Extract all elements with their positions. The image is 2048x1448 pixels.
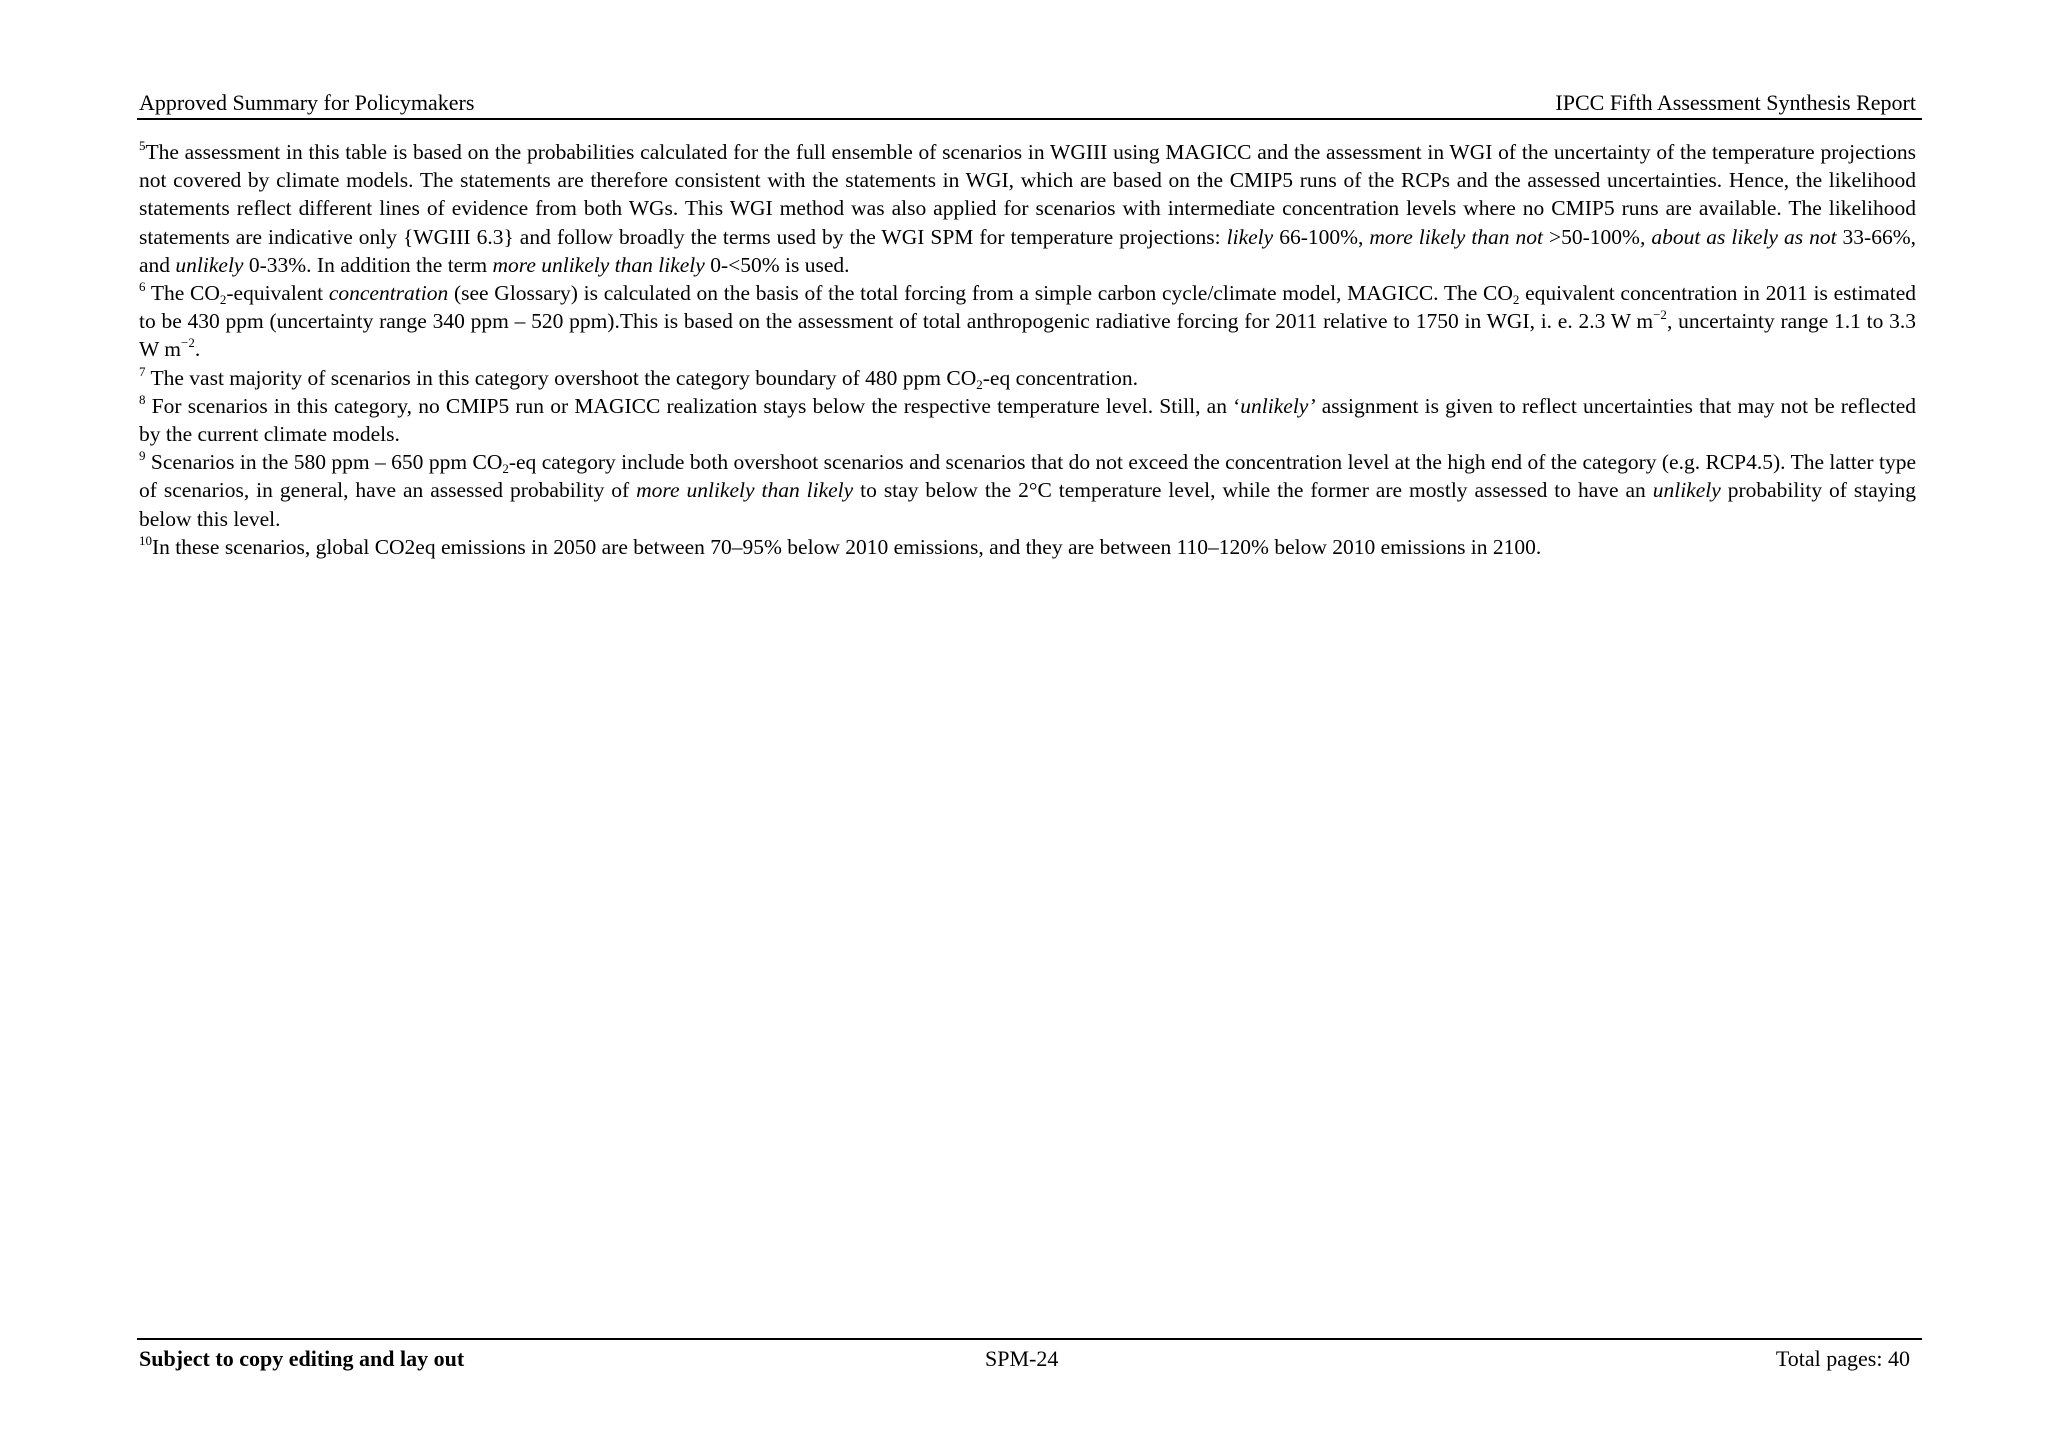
header-report-title: IPCC Fifth Assessment Synthesis Report: [1555, 90, 1916, 115]
superscript: −2: [181, 335, 195, 351]
header-document-title: Approved Summary for Policymakers: [139, 90, 475, 115]
footnote-text: The CO: [145, 281, 220, 306]
footnote-text: (see Glossary) is calculated on the basis of the total forcing from a simple carbon cycle/climate model, MAGICC. The CO: [448, 281, 1513, 306]
footnote-text: -equivalent: [226, 281, 329, 306]
footnote-text: , uncertainty range 1.1 to 3.3 W m: [139, 309, 1916, 362]
footer-total-pages: Total pages: 40: [1775, 1346, 1910, 1371]
footnote-emphasis: unlikely: [1652, 478, 1721, 503]
page-footer: [137, 1338, 1922, 1374]
footer-copy-editing-notice: Subject to copy editing and lay out: [139, 1346, 465, 1371]
footnote-emphasis: unlikely’: [1240, 393, 1316, 418]
footnote-text: -eq concentration.: [982, 365, 1138, 390]
footnote-text: 0-33%. In addition the term: [243, 252, 493, 277]
footnote-text: Scenarios in the 580 ppm – 650 ppm CO: [145, 450, 503, 475]
footnote-number: 8: [139, 391, 146, 407]
footnote-emphasis: more likely than not: [1369, 224, 1544, 249]
footnote-emphasis: unlikely: [175, 252, 244, 277]
footnotes: [139, 138, 1916, 561]
subscript: 2: [502, 461, 509, 477]
footnote-text: .: [194, 337, 201, 362]
footnote-emphasis: concentration: [328, 281, 449, 306]
footnote-text: equivalent concentration in 2011 is estimated to be 430 ppm (uncertainty range 340 ppm – 520 ppm).This is based on the assessment of total anthropogenic radiative forcing for 2011 relative to 1750 in WGI, i. e. 2.3 W m: [139, 281, 1916, 334]
footnote-number: 5: [139, 138, 146, 153]
footnote-emphasis: likely: [1226, 224, 1274, 249]
subscript: 2: [1512, 292, 1520, 308]
footnote-9: [139, 448, 1916, 533]
footnote-text: 66-100%,: [1273, 224, 1370, 249]
footnote-text: -eq category include both overshoot scenarios and scenarios that do not exceed the concentration level at the high end of the category (e.g. RCP4.5). The latter type of scenarios, in general, have an assessed probability of: [139, 450, 1917, 503]
footnote-text: The assessment in this table is based on the probabilities calculated for the full ensemble of scenarios in WGIII using MAGICC and the assessment in WGI of the uncertainty of the temperature projections not covered by climate models. The statements are therefore consistent with the statements in WGI, which are based on the CMIP5 runs of the RCPs and the assessed uncertainties. Hence, the likelihood statements reflect different lines of evidence from both WGs. This WGI method was also applied for scenarios with intermediate concentration levels where no CMIP5 runs are available. The likelihood statements are indicative only {WGIII 6.3} and follow broadly the terms used by the WGI SPM for temperature projections:: [139, 140, 1916, 249]
subscript: 2: [219, 292, 227, 308]
footnote-number: 7: [139, 363, 146, 379]
footnote-10: [139, 533, 1916, 561]
footer-page-number: SPM-24: [985, 1346, 1059, 1371]
footnote-text: assignment is given to reflect uncertainties that may not be reflected by the current climate models.: [139, 393, 1916, 447]
footnote-number: 9: [139, 448, 146, 464]
footnote-text: >50-100%: [1543, 224, 1640, 249]
footnote-5: [139, 138, 1916, 279]
footnote-6: [139, 279, 1916, 364]
footnote-text: 0-<50% is used.: [704, 252, 850, 277]
page-header: [137, 86, 1922, 120]
footnote-8: [139, 392, 1916, 448]
footnote-text: 33-66%, and: [139, 224, 1917, 277]
footnote-text: In these scenarios, global CO2eq emissions in 2050 are between 70–95% below 2010 emissions, and they are between 110–120% below 2010 emissions in 2100.: [152, 534, 1542, 559]
footnote-text: probability of staying below this level.: [139, 478, 1916, 531]
footnote-emphasis: more unlikely than likely: [636, 478, 854, 503]
footnote-emphasis: , about as likely as not: [1639, 224, 1837, 249]
footnote-text: The vast majority of scenarios in this category overshoot the category boundary of 480 ppm CO: [145, 365, 977, 390]
footnote-emphasis: more unlikely than likely: [492, 252, 705, 277]
footnote-text: For scenarios in this category, no CMIP5 run or MAGICC realization stays below the respective temperature level. Still, an ‘: [145, 393, 1241, 418]
footnote-number: 6: [139, 279, 146, 295]
footnote-number: 10: [139, 532, 152, 548]
footnote-text: to stay below the 2°C temperature level, while the former are mostly assessed to have an: [853, 478, 1653, 503]
subscript: 2: [976, 376, 983, 392]
superscript: −2: [1653, 307, 1667, 323]
footnote-7: [139, 364, 1916, 392]
